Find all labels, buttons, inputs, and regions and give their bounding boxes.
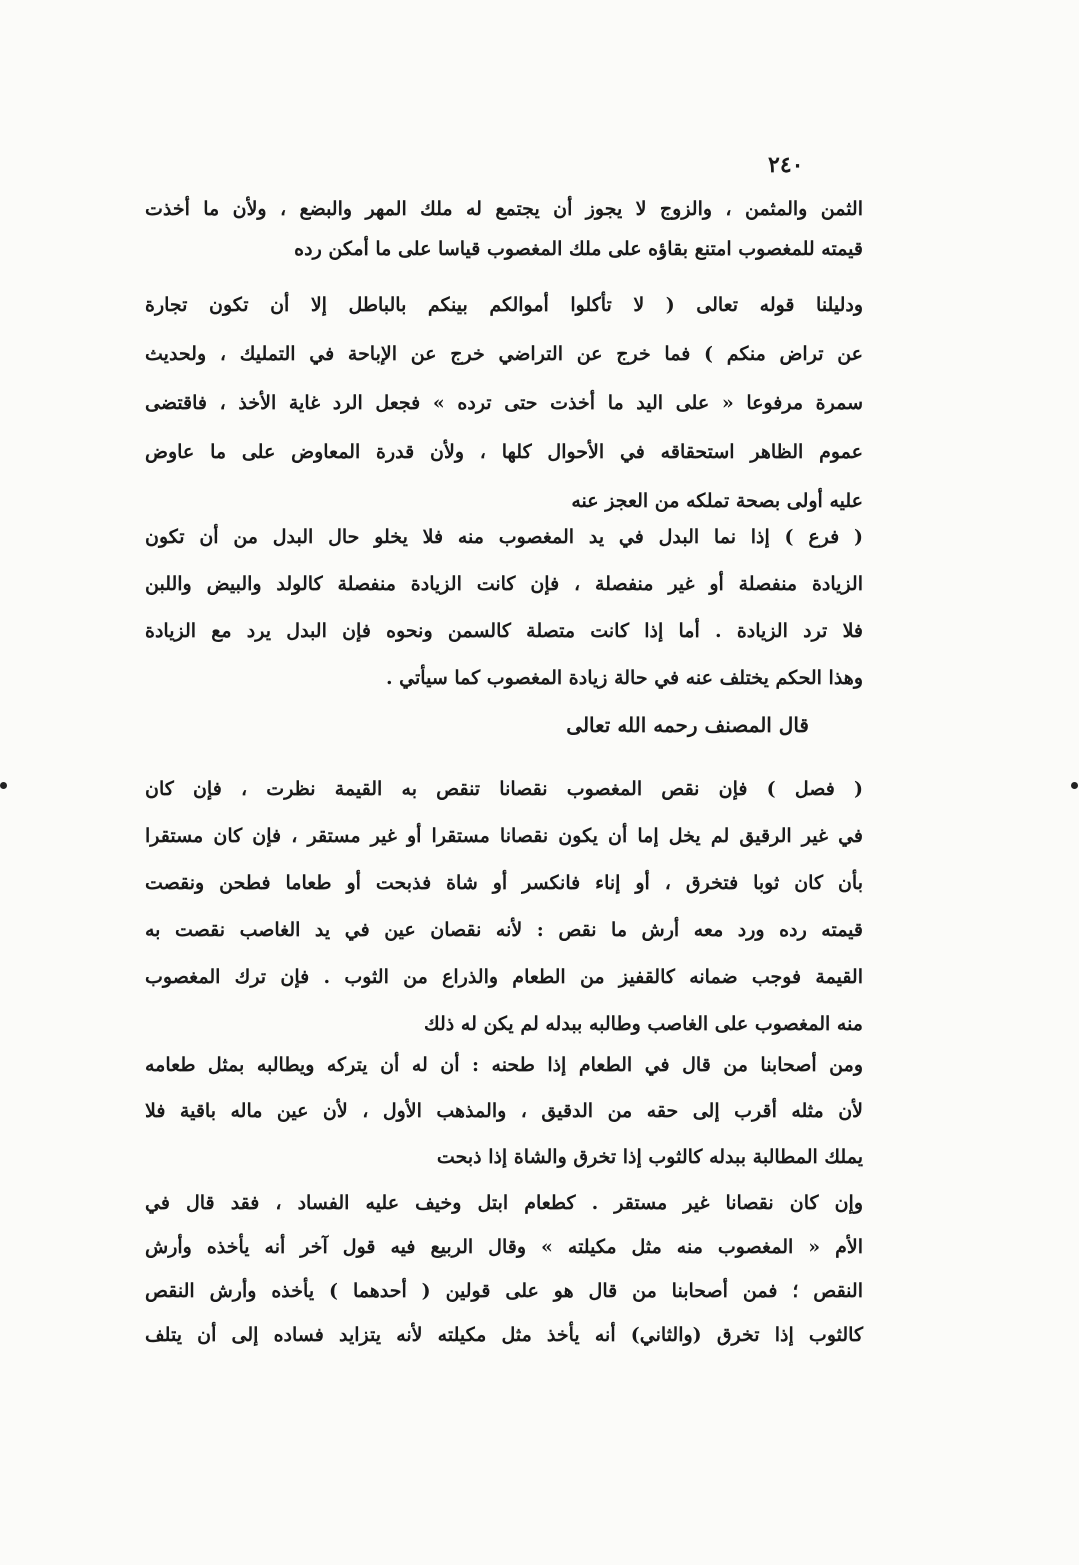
- text-line: وإن كان نقصانا غير مستقر . كطعام ابتل وخيف عليه الفساد ، فقد قال في: [145, 1192, 863, 1214]
- text-line: ومن أصحابنا من قال في الطعام إذا طحنه : أن له أن يتركه ويطالبه بمثل طعامه: [145, 1054, 863, 1076]
- section-heading: قال المصنف رحمه الله تعالى: [566, 713, 809, 737]
- text-line: عليه أولى بصحة تملكه من العجز عنه: [571, 490, 863, 512]
- text-line: النقص ؛ فمن أصحابنا من قال هو على قولين ( أحدهما ) يأخذه وأرش النقص: [145, 1280, 863, 1302]
- text-line: القيمة فوجب ضمانه كالقفيز من الطعام والذراع من الثوب . فإن ترك المغصوب: [145, 966, 863, 988]
- text-line: في غير الرقيق لم يخل إما أن يكون نقصانا مستقرا أو غير مستقر ، فإن كان مستقرا: [145, 825, 863, 847]
- text-line: بأن كان ثوبا فتخرق ، أو إناء فانكسر أو شاة فذبحت أو طعاما فطحن ونقصت: [145, 872, 863, 894]
- margin-dot: [0, 782, 7, 789]
- text-line: عن تراض منكم ) فما خرج عن التراضي خرج عن الإباحة في التمليك ، ولحديث: [145, 343, 863, 365]
- margin-dot: [1071, 782, 1078, 789]
- text-line: يملك المطالبة ببدله كالثوب إذا تخرق والشاة إذا ذبحت: [436, 1146, 863, 1168]
- text-line: كالثوب إذا تخرق (والثاني) أنه يأخذ مثل مكيلته لأنه يتزايد فساده إلى أن يتلف: [145, 1324, 863, 1346]
- paragraph-6: [145, 1046, 863, 1176]
- paragraph-5: [145, 770, 863, 1043]
- text-line: فلا ترد الزيادة . أما إذا كانت متصلة كالسمن ونحوه فإن البدل يرد مع الزيادة: [145, 620, 864, 642]
- text-line: قيمته رده ورد معه أرش ما نقص : لأنه نقصان عين في يد الغاصب نقصت به: [145, 919, 863, 941]
- paragraph-7: [145, 1184, 863, 1354]
- text-line: لأن مثله أقرب إلى حقه من الدقيق ، والمذهب الأول ، لأن عين ماله باقية فلا: [145, 1100, 863, 1122]
- text-line: الزيادة منفصلة أو غير منفصلة ، فإن كانت الزيادة منفصلة كالولد والبيض واللبن: [145, 573, 863, 595]
- page-number: ٢٤٠: [768, 152, 804, 178]
- paragraph-2: [145, 286, 863, 520]
- paragraph-1: [145, 190, 863, 268]
- text-line: ( فرع ) إذا نما البدل في يد المغصوب منه فلا يخلو حال البدل من أن تكون: [145, 526, 863, 548]
- text-line: ( فصل ) فإن نقص المغصوب نقصانا تنقص به القيمة نظرت ، فإن كان: [145, 778, 863, 800]
- paragraph-3: [145, 518, 863, 697]
- text-line: الثمن والمثمن ، والزوج لا يجوز أن يجتمع له ملك المهر والبضع ، ولأن ما أخذت: [145, 198, 863, 220]
- text-line: منه المغصوب على الغاصب وطالبه ببدله لم يكن له ذلك: [424, 1013, 863, 1035]
- text-line: سمرة مرفوعا « على اليد ما أخذت حتى ترده » فجعل الرد غاية الأخذ ، فاقتضى: [145, 392, 863, 414]
- text-line: وهذا الحكم يختلف عنه في حالة زيادة المغصوب كما سيأتي .: [385, 667, 863, 689]
- text-line: ودليلنا قوله تعالى ( لا تأكلوا أموالكم بينكم بالباطل إلا أن تكون تجارة: [145, 294, 863, 316]
- text-line: الأم « المغصوب منه مثل مكيلته » وقال الربيع فيه قول آخر أنه يأخذه وأرش: [145, 1236, 863, 1258]
- text-line: قيمته للمغصوب امتنع بقاؤه على ملك المغصوب قياسا على ما أمكن رده: [294, 238, 863, 260]
- text-line: عموم الظاهر استحقاقه في الأحوال كلها ، ولأن قدرة المعاوض على ما عاوض: [145, 441, 863, 463]
